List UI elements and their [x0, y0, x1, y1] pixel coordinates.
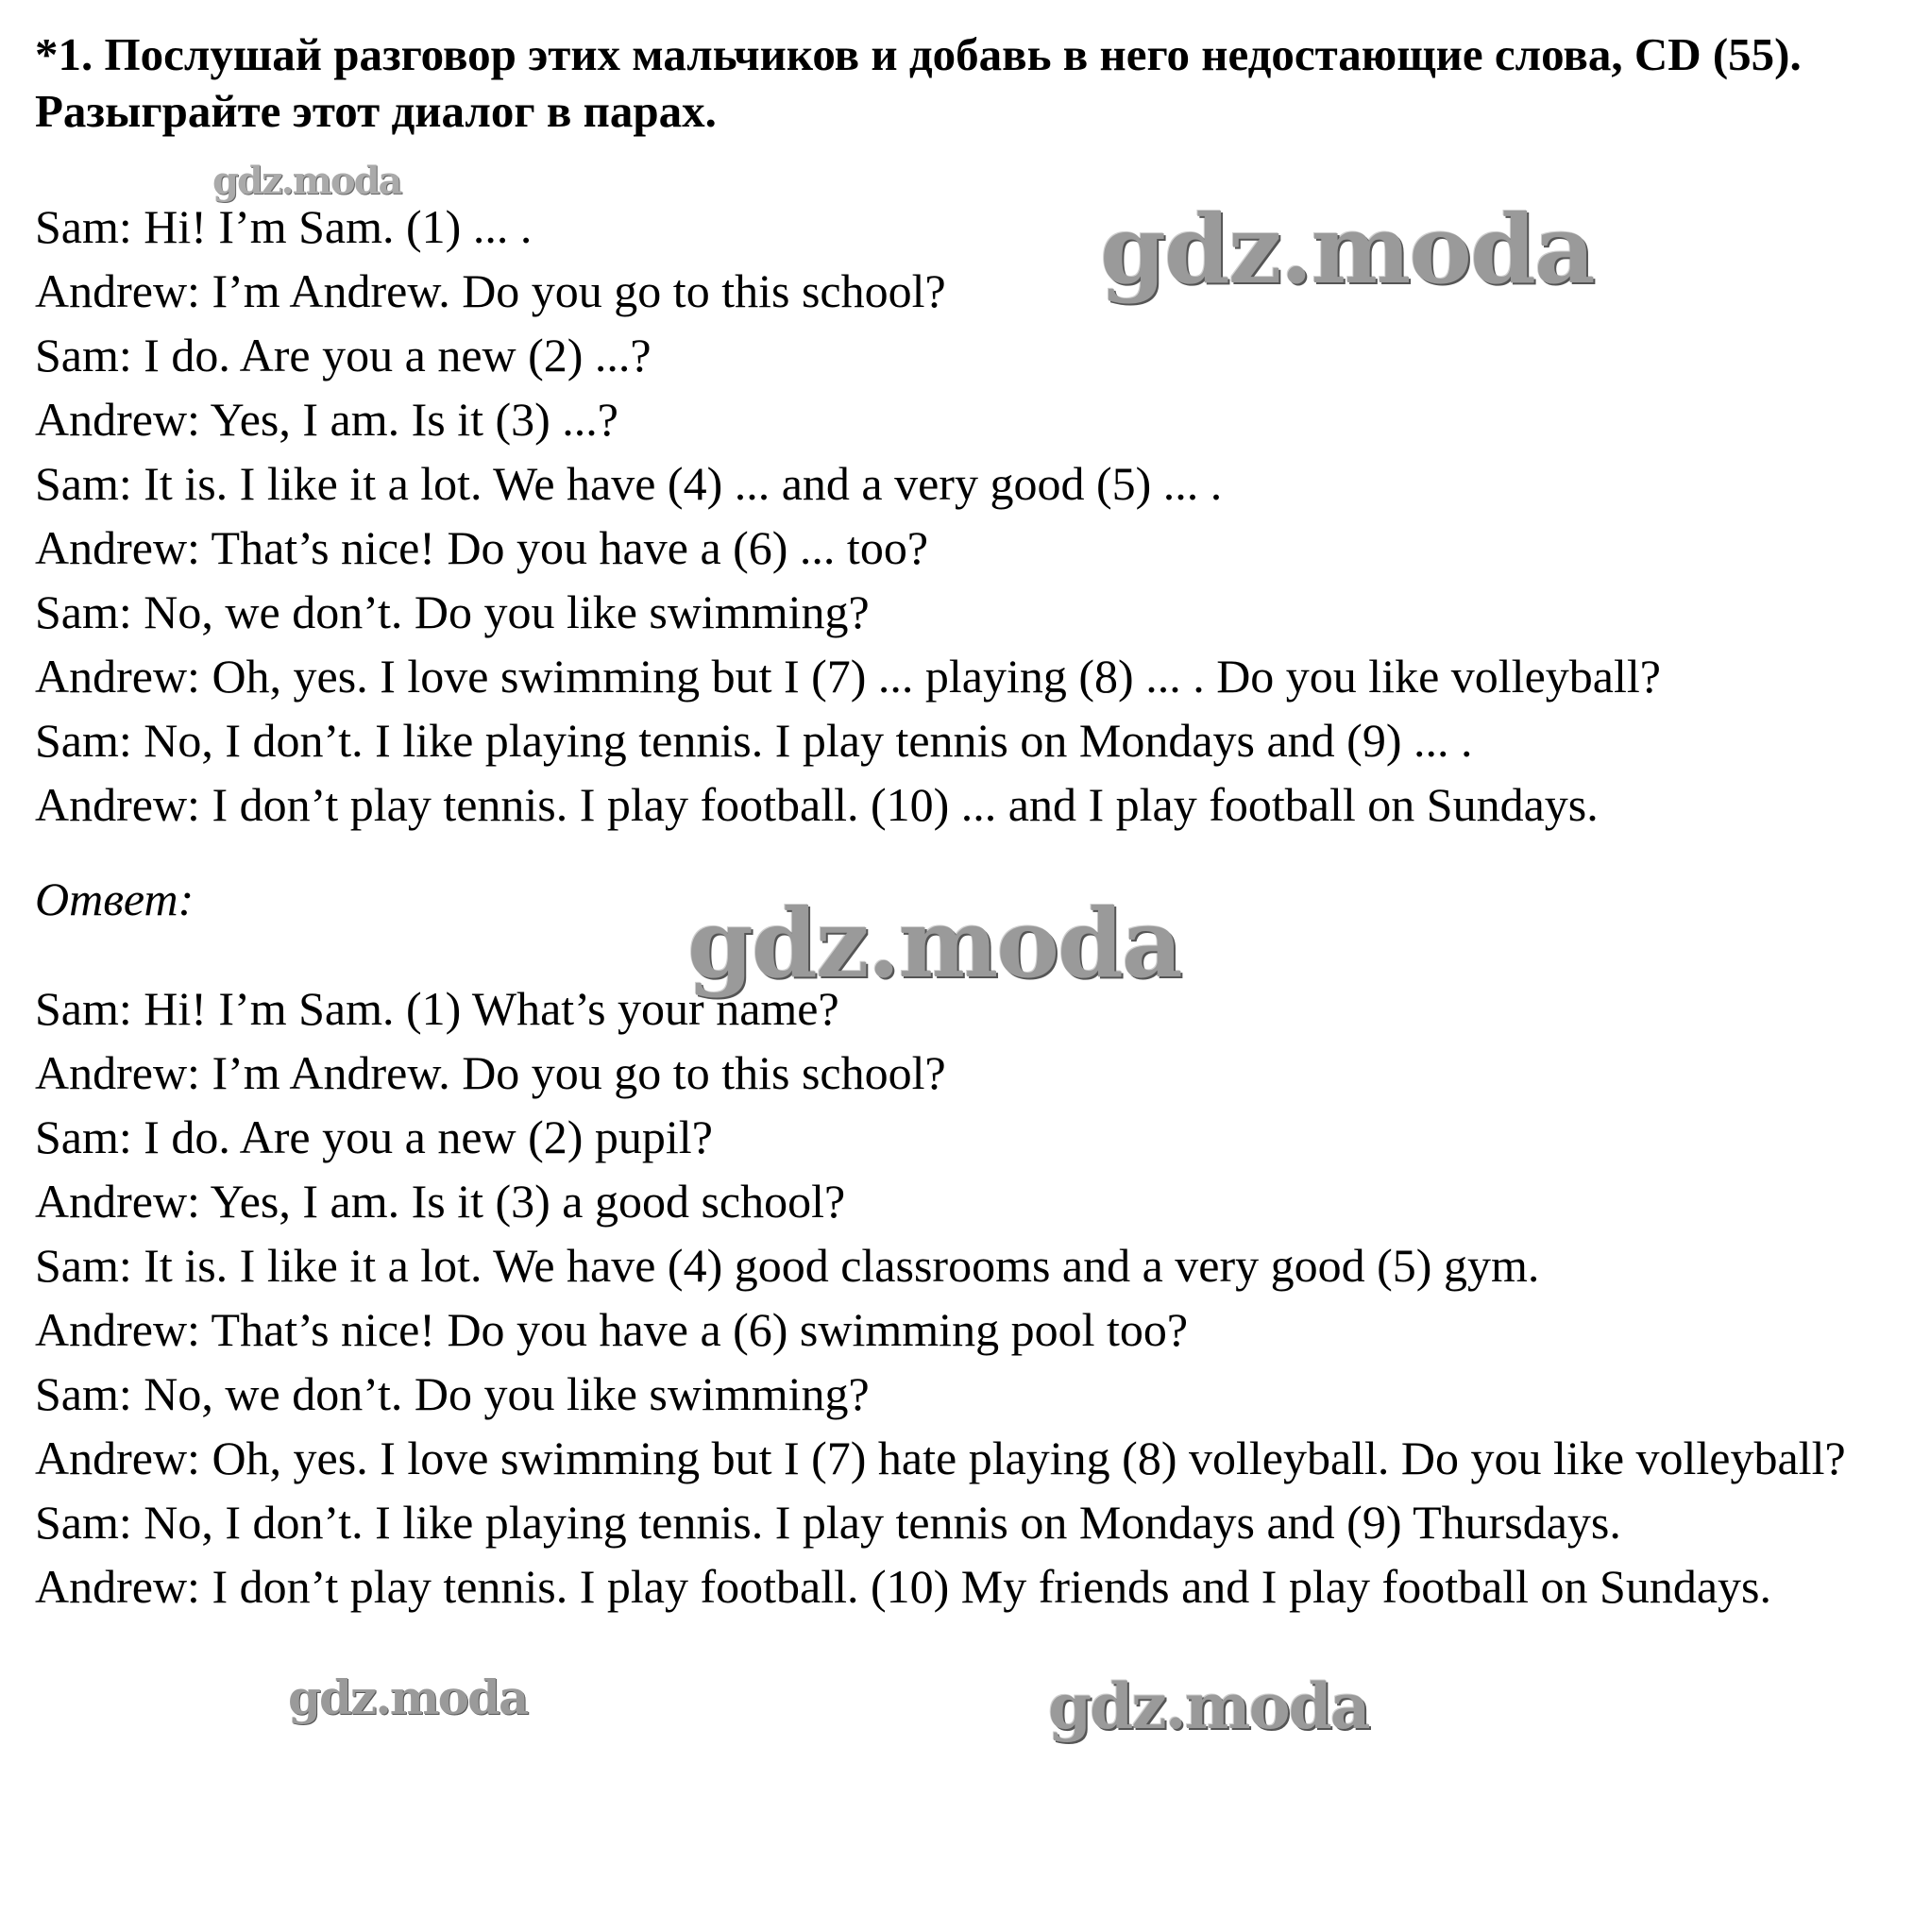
exercise-line: Andrew: That’s nice! Do you have a (6) ... too?	[35, 521, 929, 574]
answer-line: Sam: I do. Are you a new (2) pupil?	[35, 1110, 713, 1163]
answer-line: Andrew: That’s nice! Do you have a (6) swimming pool too?	[35, 1303, 1189, 1356]
exercise-dialogue	[35, 195, 1895, 837]
watermark-logo: gdz.moda	[1100, 194, 1594, 305]
answer-line: Andrew: I’m Andrew. Do you go to this school?	[35, 1046, 946, 1099]
answer-dialogue	[35, 976, 1895, 1618]
exercise-line: Andrew: I’m Andrew. Do you go to this school?	[35, 264, 946, 317]
watermark-logo: gdz.moda	[1048, 1669, 1369, 1743]
answer-line: Andrew: I don’t play tennis. I play football. (10) My friends and I play football on Sundays.	[35, 1560, 1772, 1613]
exercise-line: Sam: No, we don’t. Do you like swimming?	[35, 585, 870, 638]
exercise-line: Sam: Hi! I’m Sam. (1) ... .	[35, 200, 533, 253]
answer-line: Andrew: Oh, yes. I love swimming but I (7) hate playing (8) volleyball. Do you like volleyball?	[35, 1432, 1846, 1484]
exercise-line: Sam: I do. Are you a new (2) ...?	[35, 329, 652, 381]
task-header: *1. Послушай разговор этих мальчиков и добавь в него недостающие слова, CD (55). Разыграйте этот диалог в парах.	[35, 28, 1802, 137]
answer-line: Sam: No, I don’t. I like playing tennis. I play tennis on Mondays and (9) Thursdays.	[35, 1496, 1621, 1549]
answer-line: Andrew: Yes, I am. Is it (3) a good school?	[35, 1175, 846, 1228]
answer-line: Sam: No, we don’t. Do you like swimming?	[35, 1367, 870, 1420]
exercise-line: Sam: No, I don’t. I like playing tennis. I play tennis on Mondays and (9) ... .	[35, 714, 1473, 767]
answer-label: Ответ:	[35, 873, 195, 925]
answer-line: Sam: It is. I like it a lot. We have (4) good classrooms and a very good (5) gym.	[35, 1239, 1540, 1292]
watermark-logo: gdz.moda	[212, 159, 401, 203]
document-page	[35, 26, 1895, 1618]
watermark-logo: gdz.moda	[288, 1669, 528, 1725]
exercise-line: Andrew: I don’t play tennis. I play football. (10) ... and I play football on Sundays.	[35, 778, 1599, 831]
watermark-logo: gdz.moda	[687, 888, 1181, 999]
answer-line: Sam: Hi! I’m Sam. (1) What’s your name?	[35, 982, 839, 1035]
exercise-line: Andrew: Yes, I am. Is it (3) ...?	[35, 393, 618, 446]
exercise-line: Sam: It is. I like it a lot. We have (4) ... and a very good (5) ... .	[35, 457, 1223, 510]
exercise-line: Andrew: Oh, yes. I love swimming but I (7) ... playing (8) ... . Do you like volleyball?	[35, 650, 1661, 703]
